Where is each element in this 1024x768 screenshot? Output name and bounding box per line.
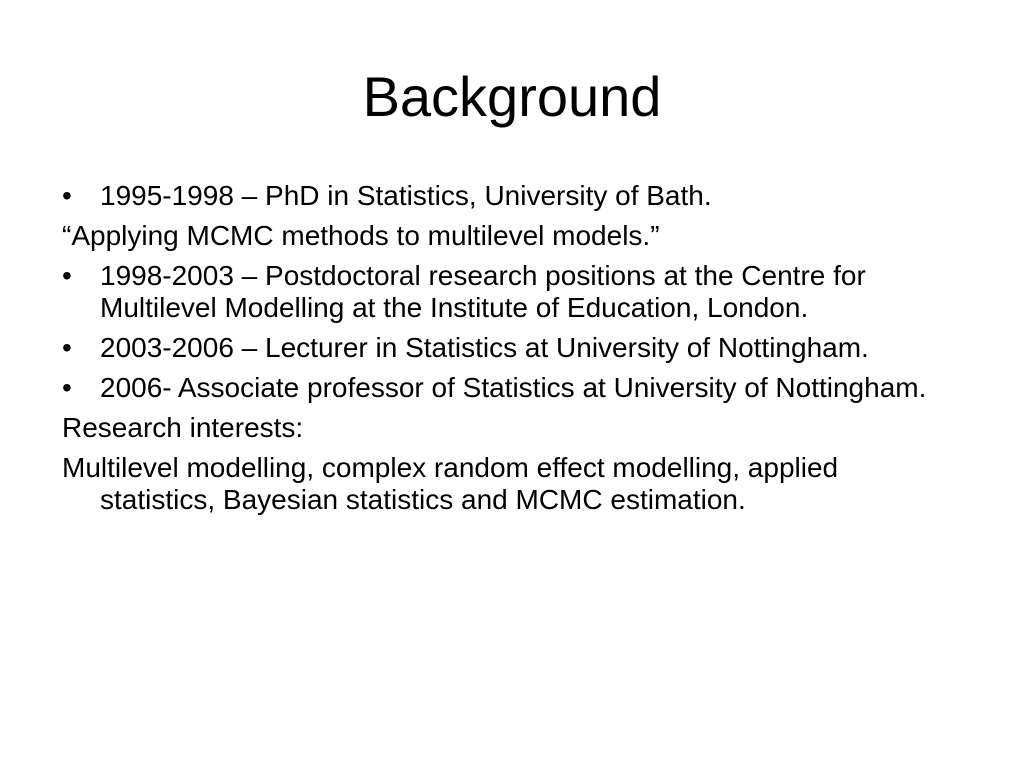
research-interests-heading-text: Research interests: [62,412,304,443]
slide-title: Background [362,65,662,128]
bullet-item-text: 1998-2003 – Postdoctoral research positions at the Centre for Multilevel Modelling at the Institute of Education, London. [100,260,866,323]
bullet-icon: • [62,372,72,403]
bullet-icon: • [62,260,72,291]
bullet-item-postdoc [62,260,942,324]
bullet-item-associate-professor [62,372,942,404]
bullet-icon: • [62,332,72,363]
bullet-item-text: 2006- Associate professor of Statistics at University of Nottingham. [100,372,927,403]
bullet-item-phd [62,180,942,212]
bullet-icon: • [62,180,72,211]
research-interests-list [62,452,942,516]
thesis-title-text: “Applying MCMC methods to multilevel models.” [62,220,660,251]
research-interests-heading [62,412,942,444]
slide-body [62,180,942,524]
bullet-item-text: 2003-2006 – Lecturer in Statistics at University of Nottingham. [100,332,869,363]
bullet-item-text: 1995-1998 – PhD in Statistics, University of Bath. [100,180,712,211]
research-interests-text: Multilevel modelling, complex random effect modelling, applied statistics, Bayesian statistics and MCMC estimation. [62,452,839,515]
bullet-item-lecturer [62,332,942,364]
thesis-title-line [62,220,942,252]
